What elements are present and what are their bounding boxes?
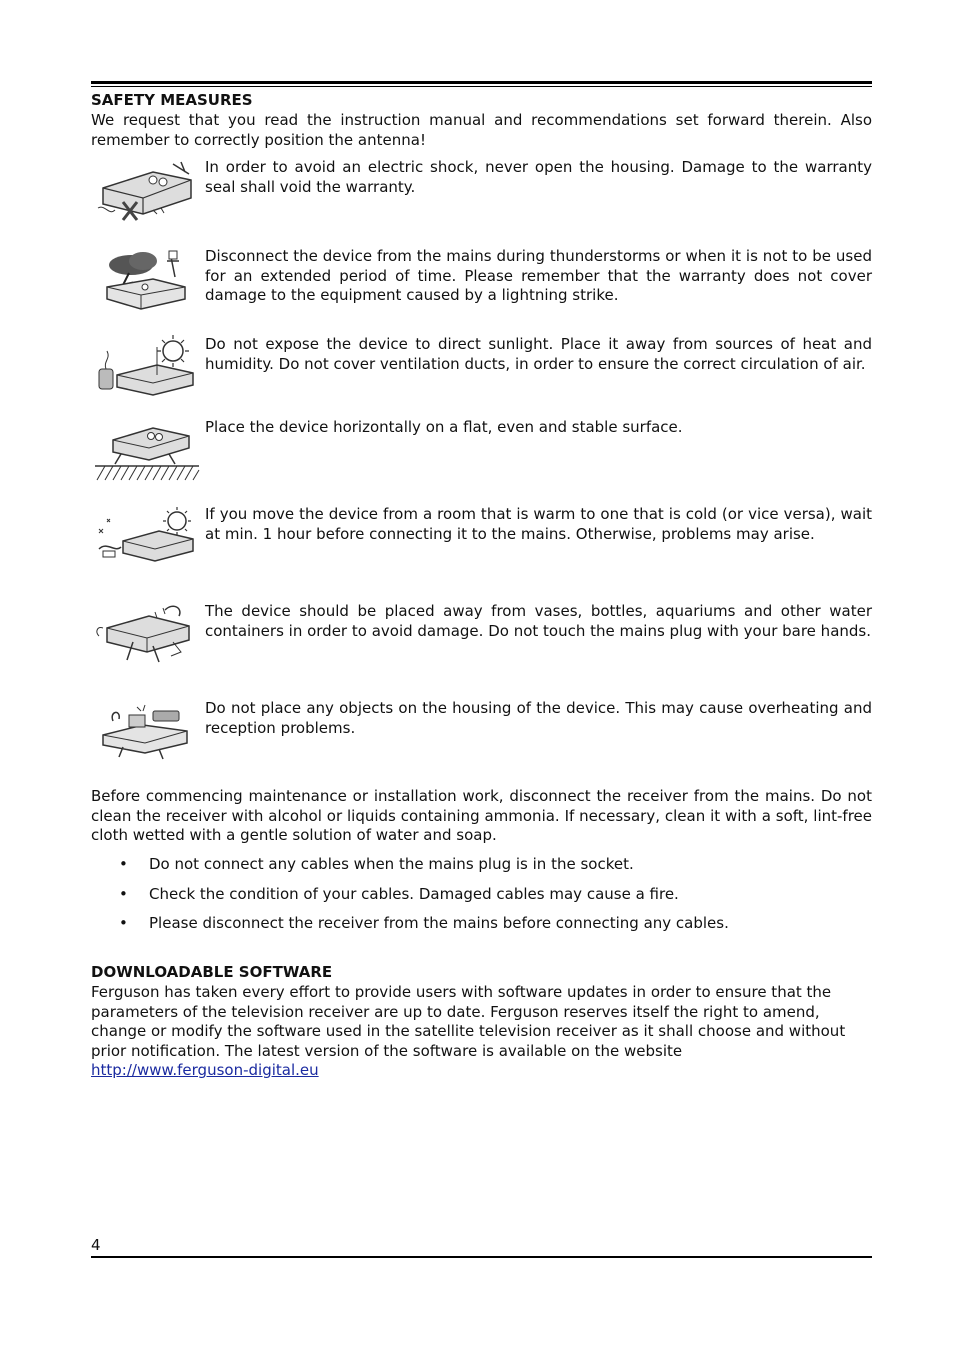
safety-item-water: The device should be placed away from vases, bottles, aquariums and other water containers in order to avoid damage. Do not touch the mains plug with your bare hands. [91,602,872,672]
flat-surface-icon [93,418,201,482]
maintenance-paragraph: Before commencing maintenance or installation work, disconnect the receiver from the mains. Do not clean the receiver with alcohol or liquids containing ammonia. If necessary, clean it with a soft, lint-free cloth wetted with a gentle solution of water and soap. [91,787,872,844]
safety-item-temperature-change: If you move the device from a room that is warm to one that is cold (or vice versa), wait at min. 1 hour before connecting it to the mains. Otherwise, problems may arise. [91,505,872,575]
top-rule-thin [91,86,872,87]
list-item: • Check the condition of your cables. Damaged cables may cause a fire. [119,884,679,903]
list-item: • Please disconnect the receiver from the mains before connecting any cables. [119,914,729,932]
safety-item-flat-surface: Place the device horizontally on a flat, even and stable surface. [91,418,872,488]
software-paragraph [91,983,872,1081]
software-title: DOWNLOADABLE SOFTWARE [91,963,333,981]
software-text: Ferguson has taken every effort to provide users with software updates in order to ensure that the parameters of the television receiver are up to date. Ferguson reserves itself the right to amend, change or modify the software used in the satellite television receiver as it shall choose and without prior notification. The latest version of the software is available on the website [91,983,846,1060]
list-item: • Do not connect any cables when the mains plug is in the socket. [119,855,634,873]
bottom-rule [91,1256,872,1258]
safety-item-objects-on-top: Do not place any objects on the housing of the device. This may cause overheating and reception problems. [91,699,872,769]
temperature-change-icon [93,505,201,569]
thunderstorm-icon [93,247,201,311]
top-rule [91,81,872,84]
objects-on-top-icon [93,699,201,763]
ferguson-website-link[interactable]: http://www.ferguson-digital.eu [91,1061,319,1079]
sunlight-icon [93,335,201,399]
cable-bullet-list [91,855,872,944]
open-housing-icon [93,158,201,222]
water-icon [93,602,201,666]
safety-item-open-housing: In order to avoid an electric shock, never open the housing. Damage to the warranty seal shall void the warranty. [91,158,872,228]
safety-item-sunlight: Do not expose the device to direct sunlight. Place it away from sources of heat and humidity. Do not cover ventilation ducts, in order to ensure the correct circulation of air. [91,335,872,405]
safety-intro: We request that you read the instruction manual and recommendations set forward therein. Also remember to correctly position the antenna! [91,111,872,149]
manual-page [91,0,872,1351]
page-number: 4 [91,1236,101,1254]
safety-item-thunderstorm: Disconnect the device from the mains during thunderstorms or when it is not to be used for an extended period of time. Please remember that the warranty does not cover damage to the equipment caused by a lightning strike. [91,247,872,317]
safety-title: SAFETY MEASURES [91,91,253,109]
